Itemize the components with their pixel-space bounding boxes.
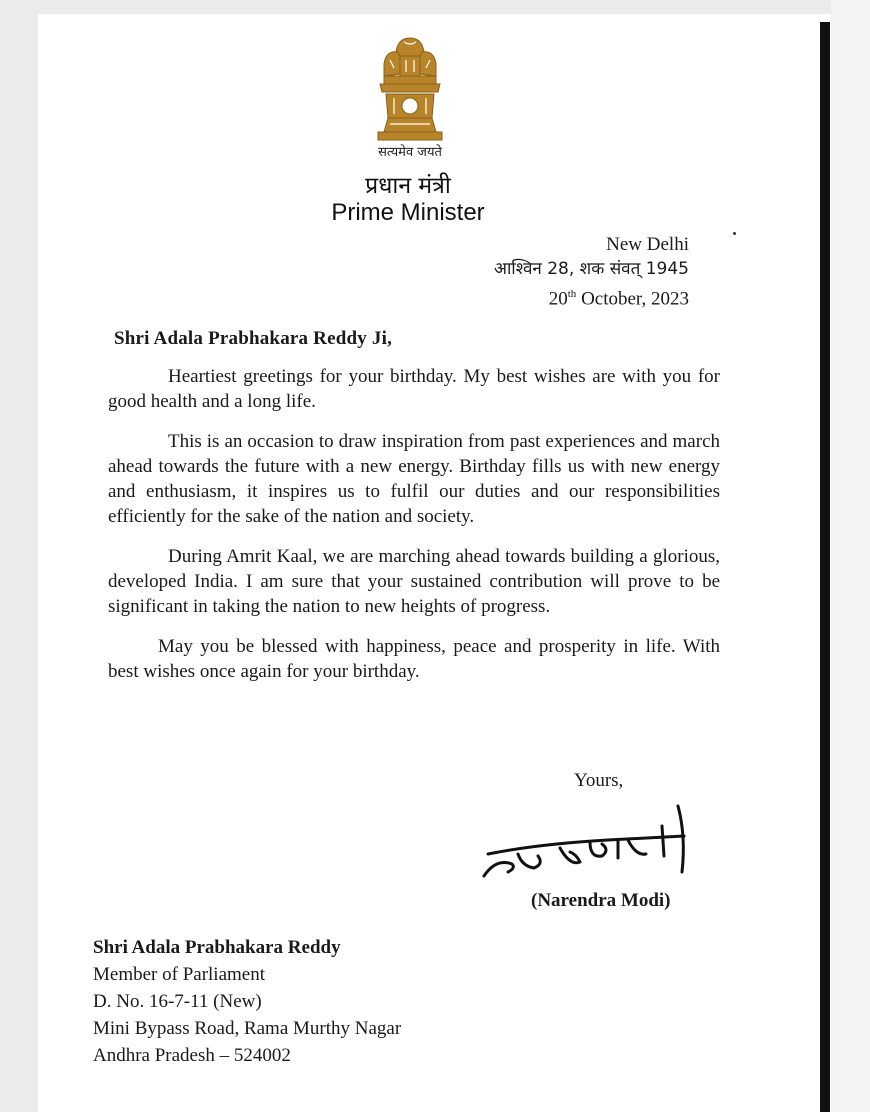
address-line: Andhra Pradesh – 524002 xyxy=(93,1045,291,1066)
closing: Yours, xyxy=(574,770,624,791)
office-title-hindi: प्रधान मंत्री xyxy=(365,173,451,199)
national-emblem-icon xyxy=(360,34,460,152)
date-month-year: October, 2023 xyxy=(581,288,689,310)
paragraph-2: This is an occasion to draw inspiration from past experiences and march ahead towards the future with a new energy. Birthday fills us with new energy and enthusiasm, it inspires us to fulfil our duties and our responsibilities efficiently for the sake of the nation and society. xyxy=(108,431,720,527)
scan-margin xyxy=(831,0,870,1112)
ink-speck xyxy=(733,232,736,235)
emblem-motto: सत्यमेव जयते xyxy=(378,145,442,160)
hindi-date: आश्विन 28, शक संवत् 1945 xyxy=(493,259,689,279)
handwritten-signature xyxy=(478,796,698,886)
address-line: Mini Bypass Road, Rama Murthy Nagar xyxy=(93,1018,402,1039)
date-block xyxy=(494,232,689,311)
address-line: Member of Parliament xyxy=(93,964,266,985)
recipient-address xyxy=(93,934,401,1069)
english-date xyxy=(494,282,689,311)
scan-edge-bar xyxy=(820,22,830,1112)
paragraph-4: May you be blessed with happiness, peace and prosperity in life. With best wishes once again for your birthday. xyxy=(108,636,720,682)
date-day: 20 xyxy=(548,288,568,310)
date-day-suffix: th xyxy=(567,288,577,300)
signatory-name: (Narendra Modi) xyxy=(531,890,671,911)
office-title: Prime Minister xyxy=(331,199,485,226)
address-line: D. No. 16-7-11 (New) xyxy=(93,991,262,1012)
recipient-name: Shri Adala Prabhakara Reddy xyxy=(93,937,341,958)
paragraph-3: During Amrit Kaal, we are marching ahead towards building a glorious, developed India. I am sure that your sustained contribution will prove to be significant in taking the nation to new heights of progress. xyxy=(108,546,720,617)
paragraph-1: Heartiest greetings for your birthday. My best wishes are with you for good health and a long life. xyxy=(108,366,720,412)
place: New Delhi xyxy=(606,234,689,255)
letter-body xyxy=(108,364,720,699)
salutation: Shri Adala Prabhakara Reddy Ji, xyxy=(114,328,393,349)
